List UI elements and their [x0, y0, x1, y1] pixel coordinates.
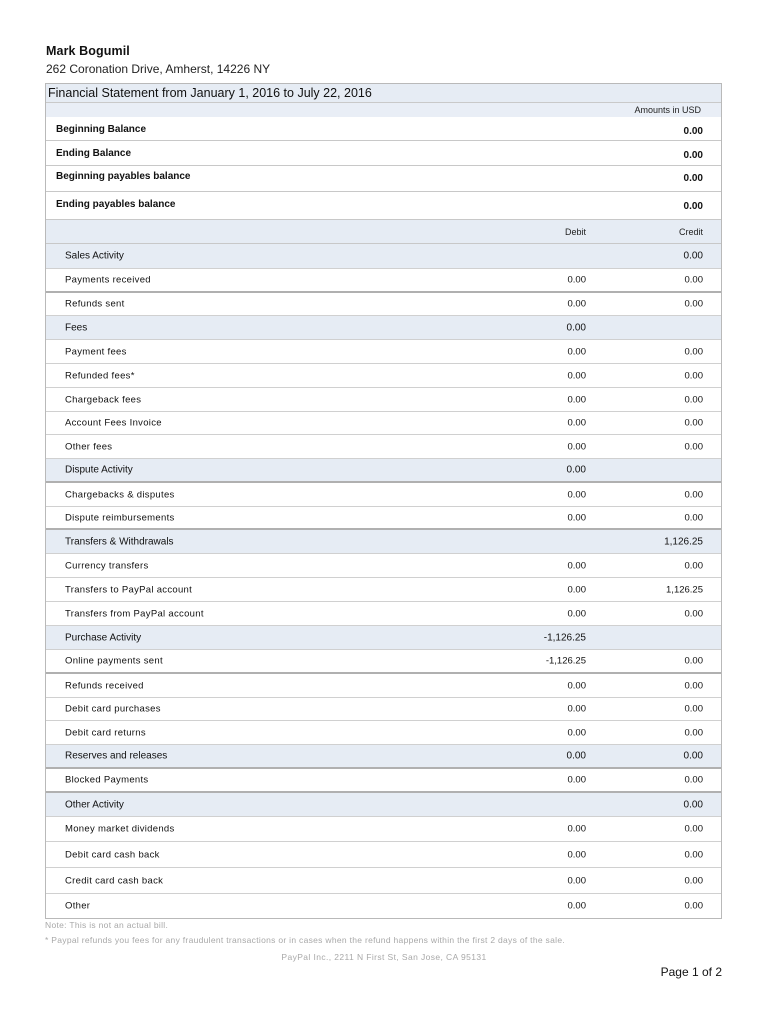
debit-amount: 0.00	[567, 727, 586, 738]
credit-amount: 0.00	[684, 774, 703, 786]
activity-label: Debit card purchases	[65, 703, 161, 715]
credit-amount: 0.00	[684, 417, 703, 429]
debit-amount: 0.00	[567, 489, 586, 500]
activity-label: Account Fees Invoice	[65, 417, 162, 429]
debit-amount: 0.00	[566, 750, 586, 762]
activity-row	[46, 483, 721, 507]
notes	[45, 920, 565, 950]
credit-amount: 0.00	[684, 680, 703, 691]
balance-amount: 0.00	[683, 201, 703, 212]
balance-row	[46, 141, 721, 166]
credit-amount: 0.00	[684, 703, 703, 715]
activity-label: Debit card returns	[65, 727, 146, 738]
section-header-row	[46, 459, 721, 483]
credit-amount: 0.00	[684, 727, 703, 738]
section-header-row	[46, 626, 721, 650]
debit-amount: 0.00	[567, 849, 586, 860]
activity-label: Blocked Payments	[65, 774, 149, 786]
activity-label: Chargeback fees	[65, 394, 142, 405]
debit-amount: 0.00	[567, 417, 586, 429]
activity-row	[46, 435, 721, 459]
footer-address: PayPal Inc., 2211 N First St, San Jose, CA 95131	[281, 952, 487, 962]
debit-amount: 0.00	[567, 703, 586, 715]
balance-label: Beginning Balance	[56, 124, 147, 135]
debit-amount: 0.00	[567, 608, 586, 619]
credit-amount: 0.00	[684, 274, 703, 286]
balance-row	[46, 192, 721, 220]
debit-amount: 0.00	[566, 464, 586, 476]
credit-amount: 0.00	[684, 823, 703, 835]
activity-row	[46, 650, 721, 674]
activity-label: Currency transfers	[65, 560, 149, 571]
activity-row	[46, 894, 721, 918]
activity-label: Transfers from PayPal account	[65, 608, 204, 619]
activity-label: Transfers to PayPal account	[65, 584, 193, 595]
activity-row	[46, 269, 721, 293]
balance-label: Ending Balance	[56, 148, 132, 159]
debit-amount: 0.00	[567, 441, 586, 452]
activity-label: Refunds sent	[65, 298, 125, 310]
activity-label: Refunds received	[65, 680, 144, 691]
activity-row	[46, 578, 721, 602]
activity-label: Online payments sent	[65, 655, 163, 667]
section-header-row	[46, 793, 721, 817]
balance-row	[46, 117, 721, 141]
credit-amount: 0.00	[684, 560, 703, 571]
credit-amount: 0.00	[684, 489, 703, 500]
balance-label: Ending payables balance	[56, 199, 176, 210]
activity-row	[46, 868, 721, 894]
debit-amount: 0.00	[567, 823, 586, 835]
credit-amount: 0.00	[684, 849, 703, 860]
balance-amount: 0.00	[683, 150, 703, 161]
credit-amount: 0.00	[684, 900, 703, 912]
account-header	[46, 44, 270, 76]
debit-amount: 0.00	[567, 774, 586, 786]
debit-amount: 0.00	[567, 560, 586, 571]
note-not-bill: Note: This is not an actual bill.	[45, 920, 169, 930]
debit-amount: 0.00	[567, 584, 586, 595]
activity-row	[46, 412, 721, 435]
page-number: Page 1 of 2	[660, 965, 722, 979]
activity-label: Chargebacks & disputes	[65, 489, 175, 500]
activity-row	[46, 842, 721, 868]
debit-amount: 0.00	[567, 298, 586, 310]
credit-amount: 0.00	[683, 250, 703, 262]
activity-label: Payment fees	[65, 346, 127, 357]
section-label: Fees	[65, 322, 88, 333]
section-label: Purchase Activity	[65, 632, 142, 643]
balance-row	[46, 166, 721, 192]
activity-label: Debit card cash back	[65, 849, 160, 860]
debit-amount: 0.00	[567, 875, 586, 886]
activity-row	[46, 602, 721, 626]
balance-label: Beginning payables balance	[56, 171, 191, 182]
credit-amount: 0.00	[683, 750, 703, 762]
debit-amount: -1,126.25	[543, 632, 586, 643]
section-header-row	[46, 745, 721, 769]
credit-amount: 1,126.25	[664, 536, 703, 547]
debit-amount: 0.00	[567, 900, 586, 912]
balance-amount: 0.00	[683, 173, 703, 184]
activity-row	[46, 554, 721, 578]
activity-row	[46, 364, 721, 388]
debit-amount: 0.00	[567, 346, 586, 357]
section-label: Dispute Activity	[65, 464, 133, 476]
activity-row	[46, 769, 721, 793]
section-header-row	[46, 530, 721, 554]
activity-row	[46, 698, 721, 721]
debit-amount: 0.00	[567, 370, 586, 381]
activity-label: Money market dividends	[65, 823, 175, 835]
debit-column-header: Debit	[564, 227, 586, 237]
section-header-row	[46, 244, 721, 269]
credit-amount: 0.00	[684, 512, 703, 523]
credit-amount: 0.00	[684, 655, 703, 667]
credit-amount: 1,126.25	[666, 584, 703, 595]
financial-statement-table	[45, 83, 722, 919]
credit-amount: 0.00	[684, 608, 703, 619]
note-refund-fees: * Paypal refunds you fees for any fraudulent transactions or in cases when the refund happens within the first 2 days of the sale.	[45, 935, 566, 945]
account-address: 262 Coronation Drive, Amherst, 14226 NY	[46, 62, 271, 76]
activity-rows	[46, 244, 721, 918]
activity-row	[46, 293, 721, 316]
debit-amount: 0.00	[567, 512, 586, 523]
account-name: Mark Bogumil	[46, 44, 130, 58]
section-label: Sales Activity	[65, 250, 124, 262]
statement-title: Financial Statement from January 1, 2016 to July 22, 2016	[46, 84, 721, 103]
activity-label: Other	[65, 900, 91, 912]
debit-amount: 0.00	[567, 394, 586, 405]
credit-amount: 0.00	[684, 298, 703, 310]
credit-amount: 0.00	[684, 346, 703, 357]
credit-amount: 0.00	[684, 875, 703, 886]
section-label: Transfers & Withdrawals	[65, 536, 174, 547]
section-label: Other Activity	[65, 799, 124, 810]
credit-column-header: Credit	[678, 227, 703, 237]
activity-label: Refunded fees*	[65, 370, 135, 381]
activity-label: Dispute reimbursements	[65, 512, 175, 523]
activity-row	[46, 674, 721, 698]
balances-section	[46, 117, 721, 220]
section-label: Reserves and releases	[65, 750, 168, 762]
section-header-row	[46, 316, 721, 340]
credit-amount: 0.00	[684, 370, 703, 381]
credit-amount: 0.00	[683, 799, 703, 810]
activity-label: Other fees	[65, 441, 113, 452]
activity-row	[46, 507, 721, 530]
activity-label: Payments received	[65, 274, 151, 286]
debit-amount: 0.00	[567, 274, 586, 286]
amounts-currency-label: Amounts in USD	[46, 103, 721, 117]
column-header-row	[46, 220, 721, 244]
credit-amount: 0.00	[684, 394, 703, 405]
activity-row	[46, 388, 721, 412]
activity-row	[46, 721, 721, 745]
activity-row	[46, 340, 721, 364]
debit-amount: -1,126.25	[545, 655, 586, 667]
credit-amount: 0.00	[684, 441, 703, 452]
activity-row	[46, 817, 721, 842]
debit-amount: 0.00	[567, 680, 586, 691]
debit-amount: 0.00	[566, 322, 586, 333]
activity-label: Credit card cash back	[65, 875, 164, 886]
balance-amount: 0.00	[683, 126, 703, 137]
